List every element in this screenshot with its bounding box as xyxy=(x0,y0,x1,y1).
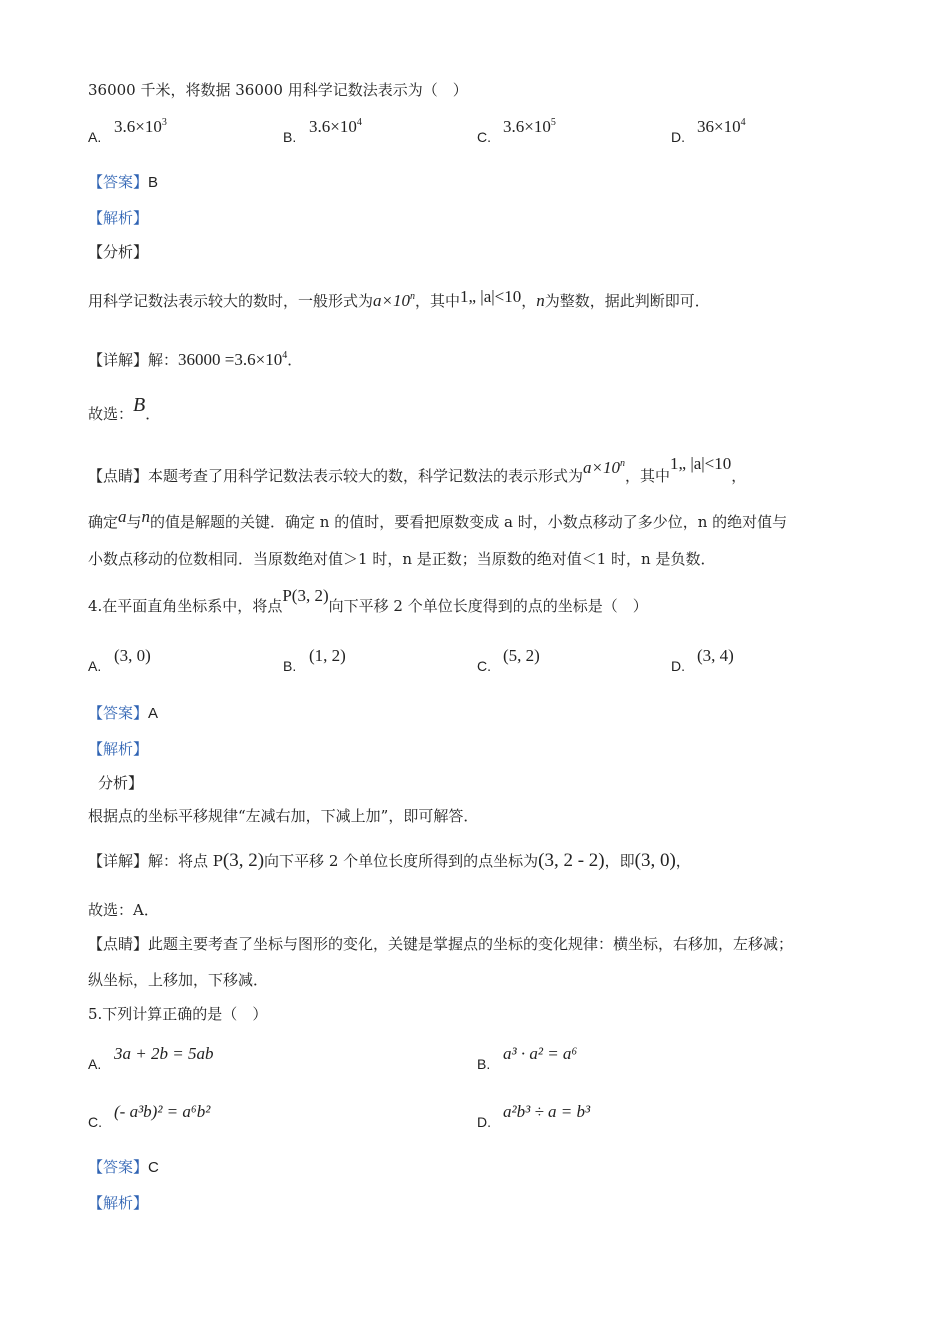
q3-dianjing-line1: 【点睛】本题考查了用科学记数法表示较大的数，科学记数法的表示形式为$a\times 10^n$，其中1„ |a|<10， xyxy=(88,454,747,485)
q3-fenxi-tag: 【分析】 xyxy=(88,243,149,261)
q4-stem: 4.在平面直角坐标系中，将点P(3, 2)向下平移 2 个单位长度得到的点的坐标是（ ） xyxy=(88,586,648,615)
q5-jiexi-tag: 【解析】 xyxy=(88,1194,149,1212)
q4-fenxi-text: 根据点的坐标平移规律“左减右加，下减上加”，即可解答． xyxy=(88,807,479,825)
q3-jiexi-tag: 【解析】 xyxy=(88,209,149,227)
q4-answer: 【答案】A xyxy=(88,704,159,722)
q4-jiexi-tag: 【解析】 xyxy=(88,740,149,758)
q4-dianjing-line1: 【点睛】此题主要考查了坐标与图形的变化，关键是掌握点的坐标的变化规律：横坐标，右移加，左移减； xyxy=(88,935,794,953)
q3-guxuan: 故选：B． xyxy=(88,394,161,423)
q5-answer: 【答案】C xyxy=(88,1158,159,1176)
q4-xiangjie: 【详解】解：将点 P(3, 2)向下平移 2 个单位长度所得到的点坐标为(3, 2 - 2)，即(3, 0)， xyxy=(88,850,691,871)
q3-stem: 36000 千米，将数据 36000 用科学记数法表示为（ ） xyxy=(88,81,468,99)
q3-answer: 【答案】B xyxy=(88,173,159,191)
q3-xiangjie: 【详解】解：$36000 =3.6\times 10^4$． xyxy=(88,350,303,369)
q4-dianjing-line2: 纵坐标，上移加，下移减． xyxy=(88,971,269,989)
q4-guxuan: 故选：A． xyxy=(88,901,159,919)
q5-stem: 5.下列计算正确的是（ ） xyxy=(88,1005,268,1023)
q3-fenxi-text: 用科学记数法表示较大的数时，一般形式为$a\times 10^n$，其中1„ |a|<10，n为整数，据此判断即可． xyxy=(88,287,710,310)
q3-dianjing-line2: 确定a与n的值是解题的关键．确定 n 的值时，要看把原数变成 a 时，小数点移动了多少位，n 的绝对值与 xyxy=(88,507,788,531)
q3-dianjing-line3: 小数点移动的位数相同．当原数绝对值＞1 时，n 是正数；当原数的绝对值＜1 时，n 是负数． xyxy=(88,550,716,568)
q4-fenxi-tag: 分析】 xyxy=(98,774,144,792)
